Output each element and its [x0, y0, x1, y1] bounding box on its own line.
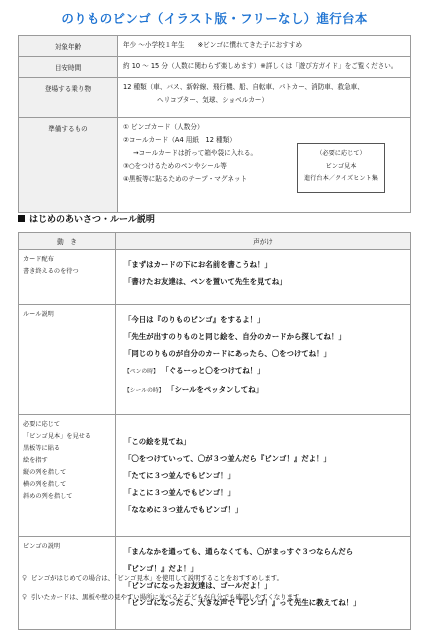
voice-line: 「同じのりものが自分のカードにあったら、〇をつけてね！」 — [124, 349, 331, 358]
note-item — [22, 592, 305, 601]
voice-line — [124, 362, 402, 381]
prep-item: ③○をつけるためのペンやシール等 — [123, 162, 227, 170]
prep-item: ④黒板等に貼るためのテープ・マグネット — [123, 175, 248, 183]
action-text: 書き終えるのを待つ — [23, 268, 79, 275]
action-text: ルール説明 — [23, 311, 54, 318]
action-cell — [19, 250, 116, 305]
voice-line: 「ビンゴになったら、大きな声で『ビンゴ！』って先生に教えてね！」 — [124, 598, 361, 607]
info-key: 対象年齢 — [19, 36, 118, 57]
prep-item: ① ビンゴカード（人数分） — [123, 123, 204, 131]
voice-cell — [116, 415, 411, 537]
info-key: 登場する乗り物 — [19, 78, 118, 118]
column-header-action: 動 き — [19, 233, 116, 250]
voice-line: 「書けたお友達は、ペンを置いて先生を見てね」 — [124, 277, 287, 286]
action-text: 「ビンゴ見本」を見せる — [23, 433, 92, 440]
lightbulb-icon: ♀ — [22, 593, 28, 601]
section-heading — [18, 212, 155, 225]
table-row — [19, 537, 411, 630]
action-text: 斜めの列を指して — [23, 493, 73, 500]
voice-cell — [116, 305, 411, 415]
action-text: カード配布 — [23, 256, 54, 263]
table-row — [19, 415, 411, 537]
voice-tag: 【ペンの時】 — [124, 369, 159, 375]
voice-line: 「たてに３つ並んでもビンゴ！」 — [124, 471, 235, 480]
action-text: 黒板等に貼る — [23, 445, 61, 452]
info-row-vehicles — [19, 78, 411, 118]
note-text: 引いたカードは、黒板や壁の見やすい場所に並べると子どもが自分でも確認しやすくなります。 — [31, 593, 306, 601]
voice-line: 「ななめに３つ並んでもビンゴ！」 — [124, 505, 243, 514]
voice-text: 「シールをペッタンしてね」 — [167, 385, 263, 394]
optional-items-heading: （必要に応じて） — [316, 150, 366, 157]
prep-item: →コールカードは折って箱や袋に入れる。 — [133, 149, 258, 157]
optional-item: 進行台本／クイズヒント集 — [304, 175, 378, 182]
voice-cell — [116, 537, 411, 630]
info-value — [118, 78, 411, 118]
square-bullet-icon — [18, 215, 25, 222]
note-item — [22, 573, 283, 582]
voice-line: 「今日は『のりものビンゴ』をするよ！」 — [124, 315, 265, 324]
info-key: 目安時間 — [19, 57, 118, 78]
vehicles-line-2: ヘリコプター、気球、ショベルカー） — [157, 95, 269, 104]
action-text: 絵を指す — [23, 457, 48, 464]
vehicles-line-1: 12 種類（車、バス、新幹線、飛行機、船、自転車、パトカー、消防車、救急車、 — [123, 83, 364, 91]
voice-text: 「ぐるーっと〇をつけてね！」 — [161, 366, 265, 375]
info-row-age — [19, 36, 411, 57]
table-row — [19, 250, 411, 305]
action-cell — [19, 305, 116, 415]
info-key: 準備するもの — [19, 118, 118, 213]
section-heading-text: はじめのあいさつ・ルール説明 — [29, 215, 155, 225]
voice-cell — [116, 250, 411, 305]
info-value: 約 10 〜 15 分（人数に関わらず楽しめます）※詳しくは「遊び方ガイド」をご覧ください。 — [118, 57, 411, 78]
optional-items-box — [297, 143, 385, 193]
voice-line: 「先生が出すのりものと同じ絵を、自分のカードから探してね！」 — [124, 332, 346, 341]
voice-line: 「まんなかを通っても、通らなくても、〇がまっすぐ３つならんだら — [124, 547, 354, 556]
action-text: 縦の列を指して — [23, 469, 67, 476]
info-value: 年少 〜小学校１年生 ※ビンゴに慣れてきた子におすすめ — [118, 36, 411, 57]
action-cell — [19, 415, 116, 537]
voice-tag: 【シールの時】 — [124, 388, 165, 394]
script-header-row — [19, 233, 411, 250]
optional-item: ビンゴ見本 — [325, 162, 357, 170]
voice-line — [124, 381, 402, 400]
voice-line: 「〇をつけていって、〇が３つ並んだら『ビンゴ！』だよ！」 — [124, 454, 331, 463]
script-table — [18, 232, 411, 630]
action-text: 横の列を指して — [23, 481, 67, 488]
note-text: ビンゴがはじめての場合は、「ビンゴ見本」を使用して説明することをおすすめします。 — [31, 574, 283, 582]
voice-line: 「まずはカードの下にお名前を書こうね！」 — [124, 260, 272, 269]
document-title: のりものビンゴ（イラスト版・フリーなし）進行台本 — [61, 11, 368, 26]
voice-line: 「ビンゴになったお友達は、ゴールだよ！」 — [124, 581, 272, 590]
info-row-time — [19, 57, 411, 78]
voice-line: 『ビンゴ！』だよ！」 — [124, 564, 198, 573]
action-cell — [19, 537, 116, 630]
voice-line: 「この絵を見てね」 — [124, 437, 191, 446]
action-text: 必要に応じて — [23, 421, 61, 428]
lightbulb-icon: ♀ — [22, 574, 28, 582]
voice-line: 「よこに３つ並んでもビンゴ！」 — [124, 488, 235, 497]
table-row — [19, 305, 411, 415]
action-text: ビンゴの説明 — [23, 543, 61, 550]
prep-item: ②コールカード（A4 用紙 12 種類） — [123, 136, 236, 144]
column-header-voice: 声がけ — [116, 233, 411, 250]
